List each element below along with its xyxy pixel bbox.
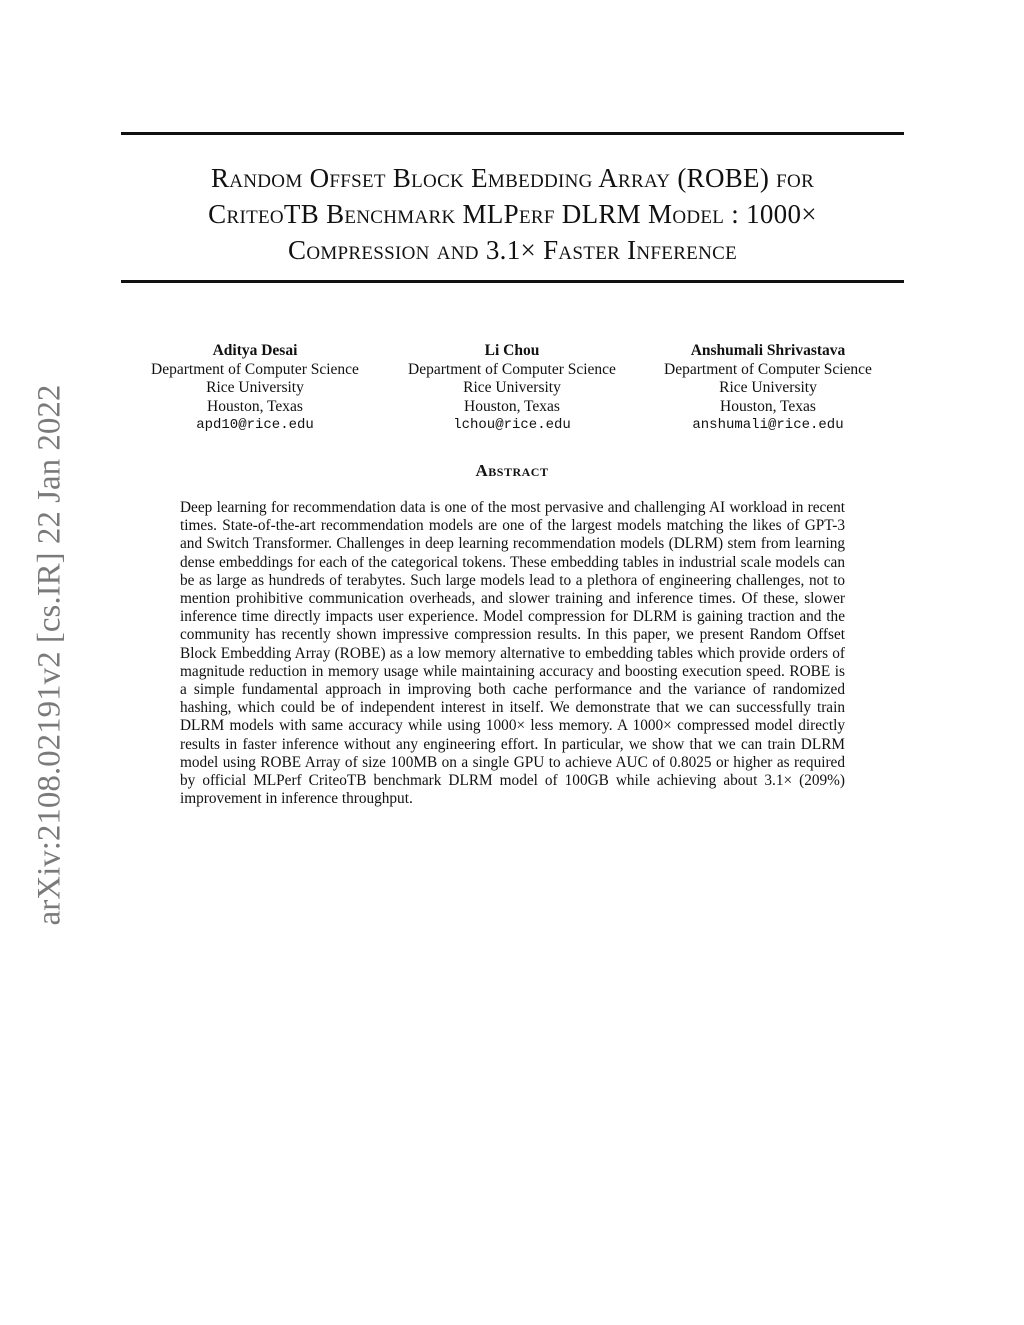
- paper-title-line-3: Compression and 3.1× Faster Inference: [288, 235, 737, 265]
- author-department: Department of Computer Science: [151, 360, 359, 378]
- abstract-text: Deep learning for recommendation data is one of the most pervasive and challenging AI workload in recent times. State-of-the-art recommendation models are one of the largest models matching the likes of GPT-3 and Switch Transformer. Challenges in deep learning recommendation models (DLRM) stem from learning dense embeddings for each of the categorical tokens. These embedding tables in industrial scale models can be as large as hundreds of terabytes. Such large models lead to a plethora of engineering challenges, not to mention prohibitive communication overheads, and slower training and inference times. Of these, slower inference time directly impacts user experience. Model compression for DLRM is gaining traction and the community has recently shown impressive compression results. In this paper, we present Random Offset Block Embedding Array (ROBE) as a low memory alternative to embedding tables which provide orders of magnitude reduction in memory usage while maintaining accuracy and boosting execution speed. ROBE is a simple fundamental approach in improving both cache performance and the variance of randomized hashing, which could be of independent interest in itself. We demonstrate that we can successfully train DLRM models with same accuracy while using 1000× less memory. A 1000× compressed model directly results in faster inference without any engineering effort. In particular, we show that we can train DLRM model using ROBE Array of size 100MB on a single GPU to achieve AUC of 0.8025 or higher as required by official MLPerf CriteoTB benchmark DLRM model of 100GB while achieving about 3.1× (209%) improvement in inference throughput.: [180, 499, 845, 808]
- author-name: Anshumali Shrivastava: [690, 342, 846, 359]
- abstract-heading: Abstract: [475, 461, 549, 480]
- paper-title-line-1: Random Offset Block Embedding Array (ROBE) for: [210, 163, 815, 193]
- title-bottom-rule: [121, 280, 904, 283]
- author-3: [643, 342, 893, 435]
- author-block: [0, 342, 1024, 442]
- author-institution: Rice University: [463, 379, 561, 396]
- author-location: Houston, Texas: [464, 397, 560, 415]
- author-location: Houston, Texas: [207, 397, 303, 415]
- author-email: lchou@rice.edu: [453, 417, 571, 433]
- paper-title: [121, 160, 904, 268]
- author-location: Houston, Texas: [720, 397, 816, 415]
- author-department: Department of Computer Science: [664, 360, 872, 378]
- title-top-rule: [121, 132, 904, 135]
- author-email: apd10@rice.edu: [196, 417, 314, 433]
- author-department: Department of Computer Science: [408, 360, 616, 378]
- author-institution: Rice University: [719, 379, 817, 396]
- author-2: [387, 342, 637, 435]
- author-name: Aditya Desai: [212, 342, 298, 359]
- author-1: [130, 342, 380, 435]
- paper-title-line-2: CriteoTB Benchmark MLPerf DLRM Model : 1000×: [208, 199, 817, 229]
- author-institution: Rice University: [206, 379, 304, 396]
- author-email: anshumali@rice.edu: [692, 417, 844, 433]
- author-name: Li Chou: [484, 342, 540, 359]
- arxiv-identifier: arXiv:2108.02191v2 [cs.IR] 22 Jan 2022: [31, 384, 68, 926]
